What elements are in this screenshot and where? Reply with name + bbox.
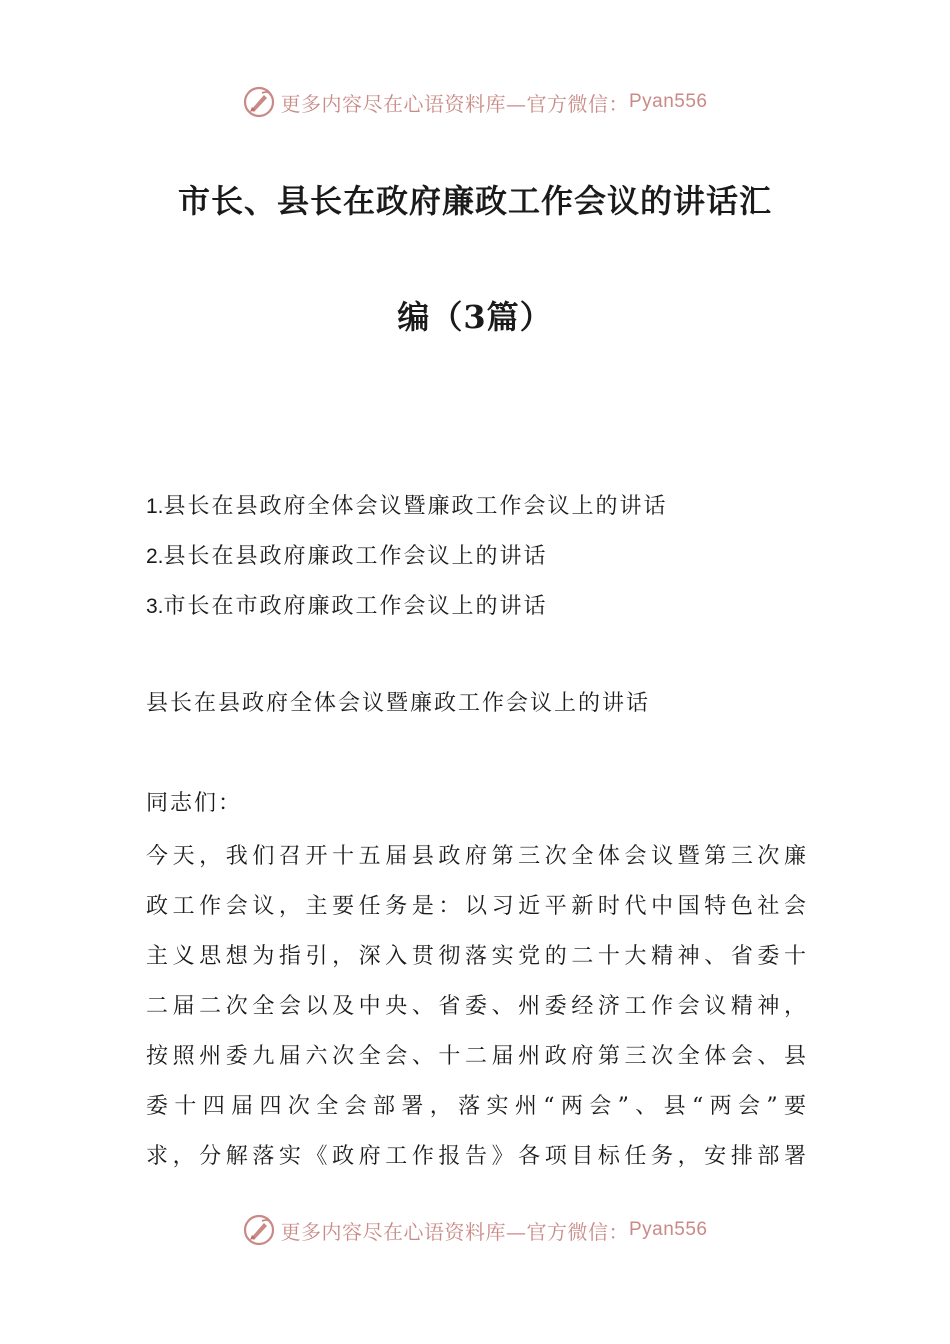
pen-logo-icon bbox=[242, 1213, 276, 1247]
document-title-line-2: 编（3篇） bbox=[397, 298, 553, 336]
header-watermark bbox=[0, 82, 950, 122]
section-heading: 县长在县政府全体会议暨廉政工作会议上的讲话 bbox=[146, 691, 651, 716]
body-line: 按照州委九届六次全会、十二届州政府第三次全体会、县 bbox=[146, 1044, 806, 1069]
toc-item-text: 县长在县政府廉政工作会议上的讲话 bbox=[163, 544, 548, 569]
body-line: 主义思想为指引，深入贯彻落实党的二十大精神、省委十 bbox=[146, 944, 806, 969]
body-line: 今天，我们召开十五届县政府第三次全体会议暨第三次廉 bbox=[146, 844, 806, 869]
document-title-line-1: 市长、县长在政府廉政工作会议的讲话汇 bbox=[177, 182, 772, 220]
toc-item bbox=[146, 582, 826, 632]
pen-logo-icon bbox=[242, 85, 276, 119]
toc-item-number: 2. bbox=[146, 545, 164, 568]
body-line: 二届二次全会以及中央、省委、州委经济工作会议精神， bbox=[146, 994, 806, 1019]
body-line: 求，分解落实《政府工作报告》各项目标任务，安排部署 bbox=[146, 1144, 806, 1169]
body-paragraph bbox=[146, 832, 806, 1182]
watermark-wechat-id: Pyan556 bbox=[628, 1219, 708, 1240]
toc-item-number: 3. bbox=[146, 595, 164, 618]
toc-item-text: 县长在县政府全体会议暨廉政工作会议上的讲话 bbox=[163, 494, 668, 519]
body-line: 政工作会议，主要任务是：以习近平新时代中国特色社会 bbox=[146, 894, 806, 919]
watermark-text: 更多内容尽在心语资料库—官方微信： bbox=[280, 91, 629, 116]
salutation: 同志们： bbox=[146, 791, 243, 816]
toc-item bbox=[146, 532, 826, 582]
body-line: 委十四届四次全会部署，落实州“两会”、县“两会”要 bbox=[146, 1094, 806, 1119]
watermark-text: 更多内容尽在心语资料库—官方微信： bbox=[280, 1219, 629, 1244]
toc-item bbox=[146, 482, 826, 532]
toc-item-number: 1. bbox=[146, 495, 164, 518]
watermark-wechat-id: Pyan556 bbox=[628, 91, 708, 112]
footer-watermark bbox=[0, 1210, 950, 1250]
toc-item-text: 市长在市政府廉政工作会议上的讲话 bbox=[163, 594, 548, 619]
table-of-contents bbox=[146, 482, 826, 632]
